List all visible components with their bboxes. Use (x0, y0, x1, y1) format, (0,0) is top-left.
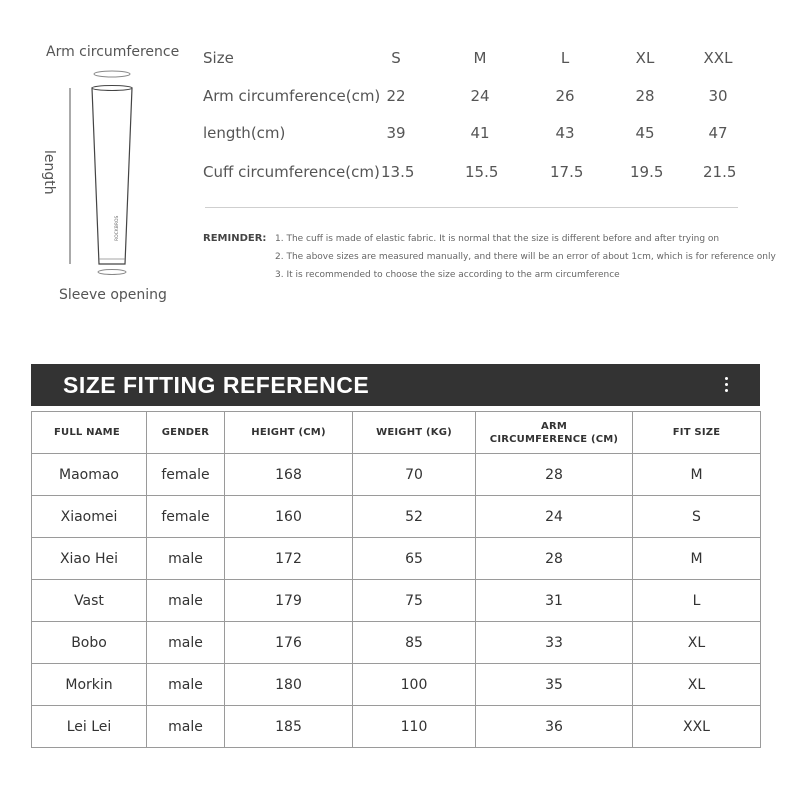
size-col-header: L (560, 49, 570, 67)
cell-gender: female (147, 496, 225, 538)
size-cell: 39 (386, 124, 406, 142)
size-cell: 15.5 (465, 163, 499, 181)
cell-name: Morkin (32, 664, 147, 706)
size-col-header: XXL (703, 49, 733, 67)
sleeve-top-opening (92, 86, 132, 91)
size-chart-row (203, 124, 763, 146)
arm-sleeve-diagram (60, 66, 170, 281)
size-chart-row (203, 87, 763, 109)
size-cell: 26 (555, 87, 575, 105)
cell-fit-size: XL (633, 664, 761, 706)
size-cell: 30 (708, 87, 728, 105)
size-cell: 19.5 (630, 163, 664, 181)
column-header: WEIGHT (KG) (353, 412, 476, 454)
length-label: length (41, 150, 57, 195)
size-cell: 13.5 (381, 163, 415, 181)
cell-weight: 85 (353, 622, 476, 664)
cell-arm: 36 (476, 706, 633, 748)
cell-arm: 24 (476, 496, 633, 538)
size-row-label: length(cm) (203, 124, 286, 142)
table-row (32, 580, 761, 622)
cell-gender: male (147, 664, 225, 706)
size-cell: 21.5 (703, 163, 737, 181)
cell-weight: 52 (353, 496, 476, 538)
cell-weight: 100 (353, 664, 476, 706)
cell-arm: 35 (476, 664, 633, 706)
cell-fit-size: XL (633, 622, 761, 664)
table-row (32, 664, 761, 706)
cell-gender: male (147, 580, 225, 622)
arm-circumference-label: Arm circumference (46, 44, 180, 60)
column-header: HEIGHT (CM) (225, 412, 353, 454)
table-header-row (32, 412, 761, 454)
size-chart-divider (205, 207, 738, 208)
reminder-note: 3. It is recommended to choose the size according to the arm circumference (275, 270, 620, 280)
cell-height: 180 (225, 664, 353, 706)
cell-arm: 33 (476, 622, 633, 664)
reminder-title: REMINDER: (203, 233, 267, 244)
cell-name: Xiaomei (32, 496, 147, 538)
size-header-label: Size (203, 49, 234, 67)
cell-arm: 28 (476, 454, 633, 496)
cell-gender: male (147, 706, 225, 748)
size-chart-header-row (203, 49, 763, 71)
column-header: ARM CIRCUMFERENCE (CM) (476, 412, 633, 454)
size-cell: 17.5 (550, 163, 584, 181)
cell-height: 160 (225, 496, 353, 538)
fitting-banner (31, 364, 760, 406)
cell-name: Vast (32, 580, 147, 622)
cell-name: Maomao (32, 454, 147, 496)
size-col-header: S (391, 49, 401, 67)
size-cell: 43 (555, 124, 575, 142)
cell-gender: male (147, 622, 225, 664)
cell-name: Lei Lei (32, 706, 147, 748)
cell-height: 176 (225, 622, 353, 664)
column-header: FIT SIZE (633, 412, 761, 454)
sleeve-shape (92, 88, 132, 264)
size-cell: 47 (708, 124, 728, 142)
size-chart-row (203, 163, 763, 185)
cell-fit-size: M (633, 454, 761, 496)
cell-weight: 70 (353, 454, 476, 496)
cell-name: Xiao Hei (32, 538, 147, 580)
size-cell: 24 (470, 87, 490, 105)
cell-arm: 31 (476, 580, 633, 622)
cell-weight: 65 (353, 538, 476, 580)
cell-fit-size: M (633, 538, 761, 580)
fitting-title: SIZE FITTING REFERENCE (63, 372, 370, 398)
sleeve-brand-text: ROCKBROS (115, 215, 120, 241)
sleeve-opening-marker (98, 270, 126, 275)
size-cell: 28 (635, 87, 655, 105)
reminder-note: 1. The cuff is made of elastic fabric. It is normal that the size is different before and after trying on (275, 234, 720, 244)
table-row (32, 454, 761, 496)
cell-weight: 75 (353, 580, 476, 622)
cell-fit-size: XXL (633, 706, 761, 748)
column-header: FULL NAME (32, 412, 147, 454)
sleeve-opening-label: Sleeve opening (59, 287, 167, 303)
size-col-header: M (473, 49, 487, 67)
cell-name: Bobo (32, 622, 147, 664)
reminder-note: 2. The above sizes are measured manually, and there will be an error of about 1cm, which is for reference only (275, 252, 776, 262)
size-row-label: Cuff circumference(cm) (203, 163, 380, 181)
size-row-label: Arm circumference(cm) (203, 87, 381, 105)
arm-circumference-marker (94, 71, 130, 77)
cell-gender: female (147, 454, 225, 496)
cell-fit-size: S (633, 496, 761, 538)
cell-height: 172 (225, 538, 353, 580)
cell-height: 185 (225, 706, 353, 748)
cell-gender: male (147, 538, 225, 580)
cell-fit-size: L (633, 580, 761, 622)
column-header: GENDER (147, 412, 225, 454)
cell-height: 168 (225, 454, 353, 496)
cell-weight: 110 (353, 706, 476, 748)
size-col-header: XL (635, 49, 655, 67)
cell-height: 179 (225, 580, 353, 622)
fitting-table (31, 411, 761, 748)
table-row (32, 538, 761, 580)
cell-arm: 28 (476, 538, 633, 580)
size-cell: 41 (470, 124, 490, 142)
more-vertical-icon[interactable] (721, 376, 731, 394)
size-cell: 22 (386, 87, 406, 105)
size-cell: 45 (635, 124, 655, 142)
table-row (32, 622, 761, 664)
table-row (32, 706, 761, 748)
table-row (32, 496, 761, 538)
